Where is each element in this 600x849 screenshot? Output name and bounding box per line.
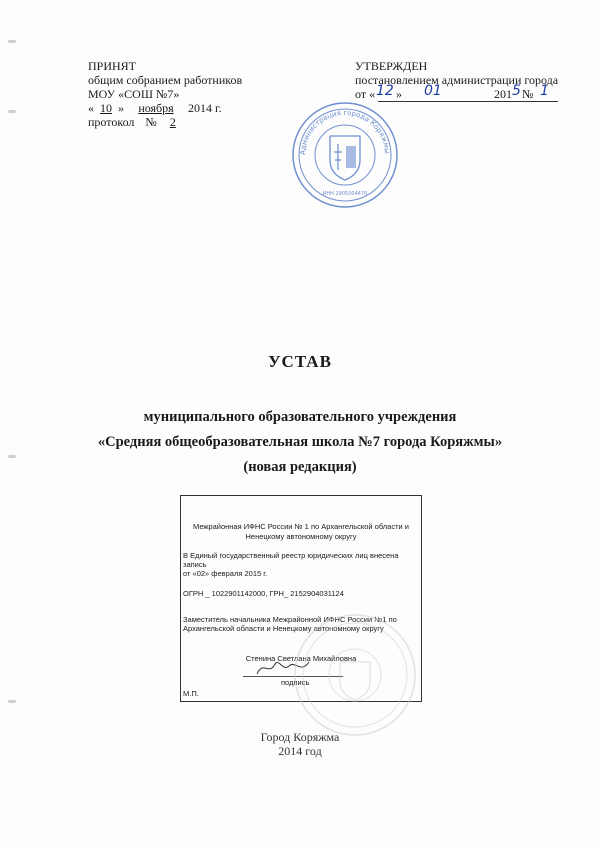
quote-close: »	[118, 101, 124, 115]
date-prefix: от «	[355, 87, 376, 101]
binder-hole	[8, 40, 16, 43]
stamp-authority-line2: Ненецкому автономному округу	[245, 532, 357, 541]
binder-hole	[8, 110, 16, 113]
seal-inn-text: ИНН 2905004470	[322, 191, 368, 197]
seal-inner-ring	[315, 125, 375, 185]
signature-caption: подпись	[281, 678, 310, 687]
left-line2: МОУ «СОШ №7»	[88, 87, 180, 101]
footer-city: Город Коряжма	[260, 730, 340, 744]
title-line2: «Средняя общеобразовательная школа №7 города Коряжмы»	[97, 434, 503, 450]
protocol-no-sign: №	[145, 115, 157, 129]
handwritten-number: 1	[540, 83, 549, 99]
title-line1: муниципального образовательного учреждения	[143, 409, 457, 425]
seal-ring-text: Администрация города Коряжмы	[298, 108, 392, 156]
binder-hole	[8, 700, 16, 703]
left-date	[88, 102, 222, 115]
stamp-entry-date: от «02» февраля 2015 г.	[183, 569, 268, 578]
coat-of-arms-icon	[330, 136, 360, 180]
tax-office-seal	[290, 610, 420, 740]
stamp-entry-line2: запись	[183, 560, 207, 569]
title-line3: (новая редакция)	[243, 459, 357, 475]
eagle-emblem-icon	[340, 662, 370, 700]
protocol-label: протокол	[88, 115, 135, 129]
date-underline	[378, 101, 558, 102]
stamp-signer: Стенина Светлана Михайловна	[245, 654, 357, 663]
left-protocol	[88, 116, 182, 129]
stamp-deputy-line1: Заместитель начальника Межрайонной ИФНС России №1 по	[183, 615, 397, 624]
left-heading: ПРИНЯТ	[88, 59, 137, 73]
quote-open: «	[88, 101, 94, 115]
protocol-number: 2	[169, 115, 176, 129]
date-year: 2014 г.	[188, 101, 222, 115]
document-title: УСТАВ	[268, 352, 332, 371]
handwritten-month: 01	[424, 83, 442, 99]
seal-place-label: М.П.	[183, 689, 199, 698]
handwritten-year-digit: 5	[512, 83, 521, 99]
binder-hole	[8, 455, 16, 458]
stamp-entry-line1: В Единый государственный реестр юридических лиц внесена	[183, 551, 399, 560]
date-close: »	[396, 87, 402, 101]
handwritten-day: 12	[376, 83, 394, 99]
year-prefix: 201	[494, 87, 512, 101]
stamp-authority-line1: Межрайонная ИФНС России № 1 по Архангельской области и	[193, 522, 409, 531]
right-heading: УТВЕРЖДЕН	[355, 59, 428, 73]
stamp-ogrn: ОГРН _ 1022901142000, ГРН_ 2152904031124	[183, 589, 344, 598]
right-line1: постановлением администрации города	[355, 73, 559, 87]
number-sign: №	[522, 87, 534, 101]
administration-seal	[290, 100, 400, 210]
stamp-deputy-line2: Архангельской области и Ненецкому автономному округу	[183, 624, 384, 633]
date-month: ноября	[138, 101, 174, 115]
left-line1: общим собранием работников	[88, 73, 243, 87]
date-day: 10	[100, 101, 112, 115]
footer-year: 2014 год	[278, 744, 322, 758]
